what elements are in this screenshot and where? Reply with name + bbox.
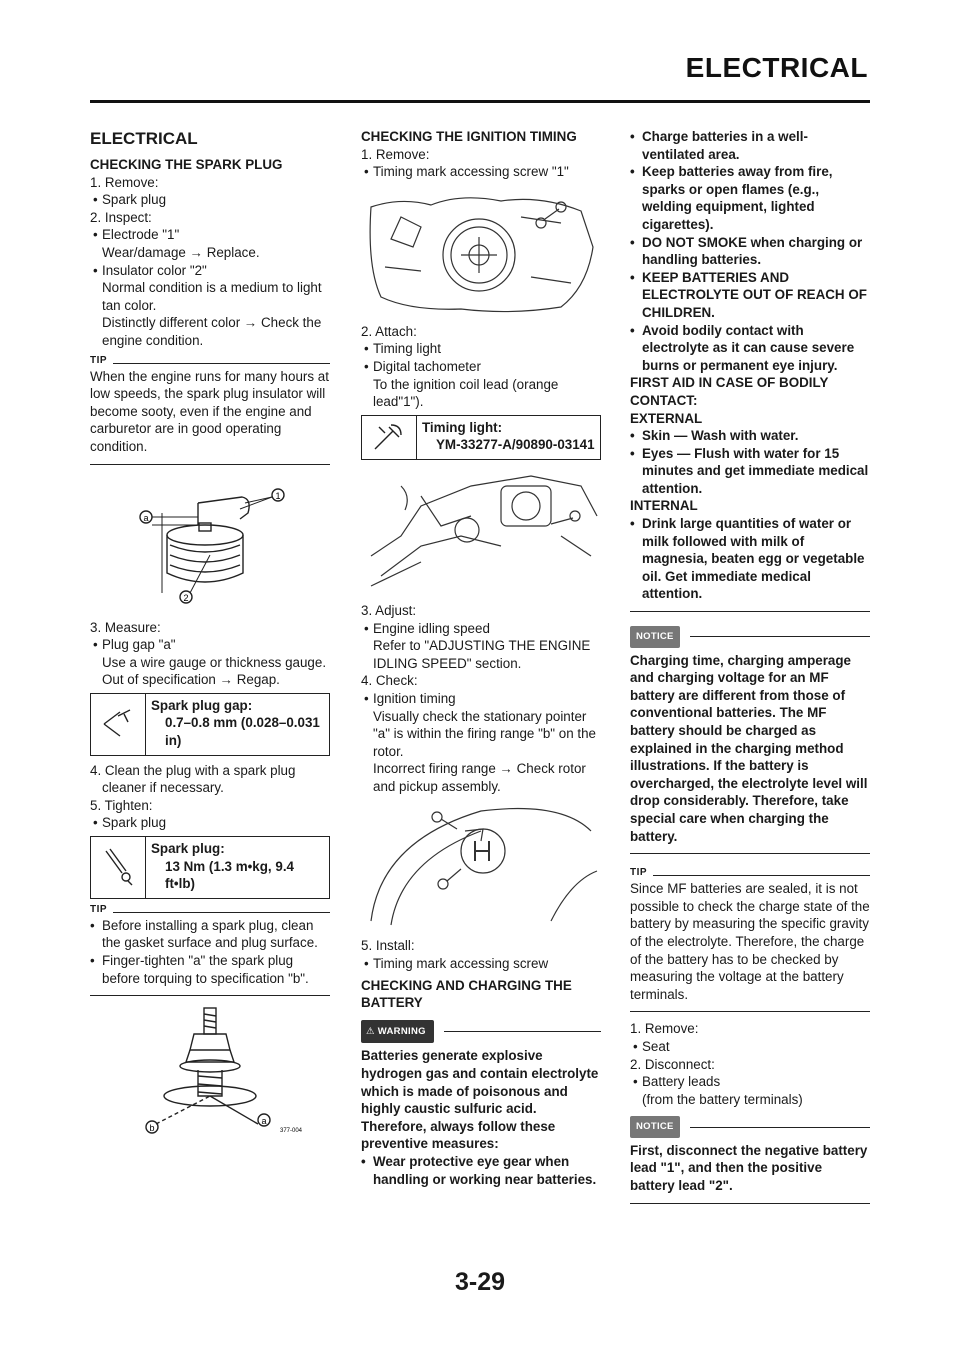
bullet-note: Wear/damage → Replace.: [102, 244, 260, 260]
tip-label: TIP: [90, 903, 108, 915]
bullet-item: • Eyes — Flush with water for 15 minutes and get immediate medical attention.: [630, 445, 869, 496]
notice-text: First, disconnect the negative battery lead "1", and then the positive battery lead "2".: [630, 1142, 870, 1204]
spec-title: Timing light:: [422, 419, 503, 435]
step-text: 2. Inspect:: [90, 209, 152, 225]
spec-value: 0.7–0.8 mm (0.028–0.031 in): [165, 715, 320, 749]
header-rule: [90, 100, 870, 103]
figure-callout-b: b: [149, 1123, 155, 1134]
page-header-title: ELECTRICAL: [685, 52, 868, 83]
tip-text: Since MF batteries are sealed, it is not possible to check the charge state of the battery by measuring the specific gravity of the electrolyte. Therefore, the charge of the battery has to be checked by measuring the voltage at the battery terminals.: [630, 878, 870, 1012]
bullet-item: • Timing light: [364, 341, 441, 357]
first-aid-heading: FIRST AID IN CASE OF BODILY CONTACT:: [630, 375, 829, 408]
notice-header: [630, 1116, 870, 1138]
bullet-item: • Electrode "1": [93, 227, 180, 243]
bullet-note: Refer to "ADJUSTING THE ENGINE IDLING SPEED" section.: [373, 638, 591, 671]
notice-header: [630, 626, 870, 648]
tool-icon: [362, 416, 417, 459]
tip-label: TIP: [630, 867, 648, 879]
warning-badge: ⚠ WARNING: [361, 1020, 434, 1044]
bullet-item: • Skin — Wash with water.: [630, 428, 799, 444]
tip-header: [630, 868, 870, 878]
step-text: 2. Attach:: [361, 323, 417, 339]
step-text: 5. Tighten:: [90, 797, 153, 813]
torque-wrench-icon: [91, 837, 146, 898]
step-text: 3. Measure:: [90, 619, 161, 635]
subsection-title-spark-plug: CHECKING THE SPARK PLUG: [90, 157, 283, 172]
timing-light-hookup-figure: [361, 466, 601, 596]
bullet-item: • DO NOT SMOKE when charging or handling batteries.: [630, 234, 863, 268]
bullet-note: Incorrect firing range → Check rotor and pickup assembly.: [373, 761, 586, 794]
warning-header: [361, 1020, 601, 1044]
spec-box-timing-light: [361, 415, 601, 460]
spec-title: Spark plug:: [151, 841, 225, 857]
figure-callout-2: 2: [183, 592, 189, 603]
bullet-item: • Ignition timing: [364, 690, 456, 706]
bullet-note: Normal condition is a medium to light tan color.: [102, 280, 322, 313]
step-text: 4. Check:: [361, 673, 418, 689]
notice-badge: NOTICE: [630, 626, 680, 648]
bullet-item: • Drink large quantities of water or milk followed with milk of magnesia, beaten egg or vegetable oil. Get immediate medical attention.: [630, 515, 870, 612]
page-number: 3-29: [454, 1268, 506, 1296]
external-heading: EXTERNAL: [630, 410, 703, 426]
tip-bullets: [90, 915, 330, 996]
column-1: [90, 128, 330, 1140]
bullet-item: • Avoid bodily contact with electrolyte as it can cause severe burns or permanent eye injury.: [630, 322, 855, 373]
bullet-item: • KEEP BATTERIES AND ELECTROLYTE OUT OF REACH OF CHILDREN.: [630, 269, 867, 320]
bullet-item: • Timing mark accessing screw: [364, 956, 549, 972]
bullet-item: • Seat: [633, 1038, 670, 1054]
bullet-note: (from the battery terminals): [642, 1091, 803, 1107]
notice-text: Charging time, charging amperage and charging voltage for an MF battery are different from those of conventional batteries. The MF battery should be charged as explained in the charging method illustrations. If the battery is overcharged, the electrolyte level will drop considerably. Therefore, take special care when charging the battery.: [630, 652, 870, 855]
bullet-item: • Timing mark accessing screw "1": [364, 164, 569, 180]
spec-box-plug-gap: [90, 693, 330, 756]
step-text: 3. Adjust:: [361, 602, 417, 618]
tip-text: When the engine runs for many hours at low speeds, the spark plug insulator will become sooty, even if the engine and carburetor are in good operating condition.: [90, 366, 330, 465]
spec-title: Spark plug gap:: [151, 697, 253, 713]
warning-text: Batteries generate explosive hydrogen gas and contain electrolyte which is made of poisonous and highly caustic sulfuric acid. Therefore, always follow these preventive measures:: [361, 1048, 599, 1152]
spec-box-torque: [90, 836, 330, 899]
tip-label: TIP: [90, 354, 108, 366]
tip-header: [90, 356, 330, 366]
bullet-item: • Plug gap "a": [93, 637, 176, 653]
figure-callout-a: a: [143, 512, 149, 523]
bullet-item: • Digital tachometer: [364, 358, 481, 374]
figure-callout-a: a: [261, 1116, 267, 1127]
rotor-firing-range-figure: [361, 801, 601, 931]
bullet-item: • Charge batteries in a well-ventilated area.: [630, 129, 808, 162]
bullet-item: • Engine idling speed: [364, 620, 490, 636]
spark-plug-torque-figure: [90, 1004, 330, 1134]
bullet-note: Out of specification → Regap.: [102, 672, 280, 688]
gauge-icon: [91, 694, 146, 755]
bullet-note: To the ignition coil lead (orange lead"1").: [373, 376, 559, 410]
bullet-item: • Finger-tighten "a" the spark plug before torquing to specification "b".: [90, 953, 309, 986]
bullet-item: • Insulator color "2": [93, 262, 207, 278]
spec-value: 13 Nm (1.3 m•kg, 9.4 ft•lb): [165, 858, 294, 892]
step-text: 1. Remove:: [90, 174, 159, 190]
bullet-item: • Keep batteries away from fire, sparks or open flames (e.g., welding equipment, lighted cigarettes).: [630, 164, 833, 232]
notice-badge: NOTICE: [630, 1116, 680, 1138]
bullet-item: • Battery leads: [633, 1074, 721, 1090]
column-2: [361, 128, 601, 1188]
bullet-note: Distinctly different color → Check the engine condition.: [102, 315, 322, 348]
section-title: ELECTRICAL: [90, 129, 198, 148]
figure-callout-1: 1: [275, 490, 281, 501]
bullet-note: Visually check the stationary pointer "a" is within the firing range "b" on the rotor.: [373, 708, 596, 759]
figure-code: 377-004: [280, 1128, 303, 1135]
internal-heading: INTERNAL: [630, 498, 698, 514]
bullet-item: • Spark plug: [93, 192, 167, 208]
tip-header: [90, 905, 330, 915]
warning-icon: ⚠: [366, 1025, 375, 1037]
subsection-title-ignition-timing: CHECKING THE IGNITION TIMING: [361, 129, 577, 144]
step-text: 1. Remove:: [361, 146, 430, 162]
bullet-item: • Wear protective eye gear when handling or working near batteries.: [361, 1154, 597, 1187]
spec-value: YM-33277-A/90890-03141: [436, 437, 595, 453]
column-3: [630, 128, 870, 1210]
subsection-title-battery: CHECKING AND CHARGING THE BATTERY: [361, 977, 572, 1011]
step-text: 2. Disconnect:: [630, 1056, 715, 1072]
spark-plug-electrode-figure: [90, 473, 330, 613]
bullet-note: Use a wire gauge or thickness gauge.: [102, 654, 327, 670]
bullet-item: • Before installing a spark plug, clean the gasket surface and plug surface.: [90, 917, 318, 951]
step-text: 4. Clean the plug with a spark plug cleaner if necessary.: [90, 762, 296, 796]
timing-mark-screw-figure: [361, 187, 601, 317]
bullet-item: • Spark plug: [93, 815, 167, 831]
step-text: 5. Install:: [361, 938, 415, 954]
step-text: 1. Remove:: [630, 1021, 699, 1037]
